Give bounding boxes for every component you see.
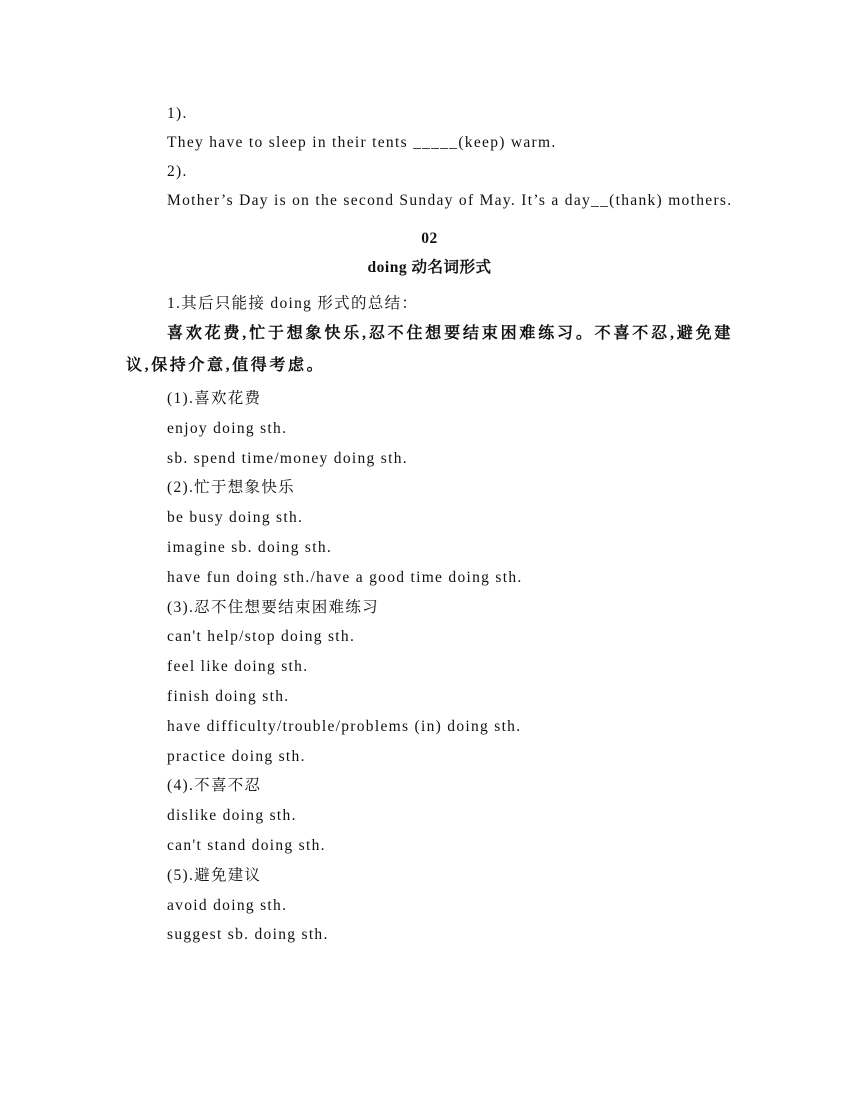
exercise-1-number: 1).: [167, 105, 188, 122]
list-item: sb. spend time/money doing sth.: [167, 449, 408, 467]
group-4-heading: (4).不喜不忍: [167, 777, 262, 795]
exercise-1-text: They have to sleep in their tents _____(keep) warm.: [167, 134, 557, 151]
list-item: enjoy doing sth.: [167, 419, 288, 437]
group-2-heading: (2).忙于想象快乐: [167, 479, 295, 497]
list-item: can't stand doing sth.: [167, 836, 326, 854]
list-item: avoid doing sth.: [167, 896, 288, 914]
list-item: have fun doing sth./have a good time doing sth.: [167, 568, 523, 586]
list-item: suggest sb. doing sth.: [167, 926, 329, 944]
document-body: [126, 99, 733, 950]
list-item: can't help/stop doing sth.: [167, 628, 356, 646]
list-item: be busy doing sth.: [167, 509, 304, 527]
list-item: feel like doing sth.: [167, 658, 309, 676]
section-title: doing 动名词形式: [367, 259, 492, 276]
group-3-heading: (3).忍不住想要结束困难练习: [167, 598, 379, 616]
mnemonic-paragraph: 喜欢花费,忙于想象快乐,忍不住想要结束困难练习。不喜不忍,避免建议,保持介意,值得考虑。: [126, 325, 733, 374]
exercise-2-text: Mother’s Day is on the second Sunday of May. It’s a day__(thank) mothers.: [167, 192, 733, 209]
list-item: finish doing sth.: [167, 687, 290, 705]
exercise-2-number: 2).: [167, 163, 188, 180]
section-number: 02: [421, 230, 438, 247]
group-1-heading: (1).喜欢花费: [167, 390, 262, 407]
list-item: have difficulty/trouble/problems (in) doing sth.: [167, 717, 522, 735]
summary-intro: 1.其后只能接 doing 形式的总结：: [167, 295, 419, 312]
list-item: dislike doing sth.: [167, 807, 297, 825]
list-item: imagine sb. doing sth.: [167, 538, 333, 556]
list-item: practice doing sth.: [167, 747, 306, 765]
group-5-heading: (5).避免建议: [167, 866, 262, 884]
